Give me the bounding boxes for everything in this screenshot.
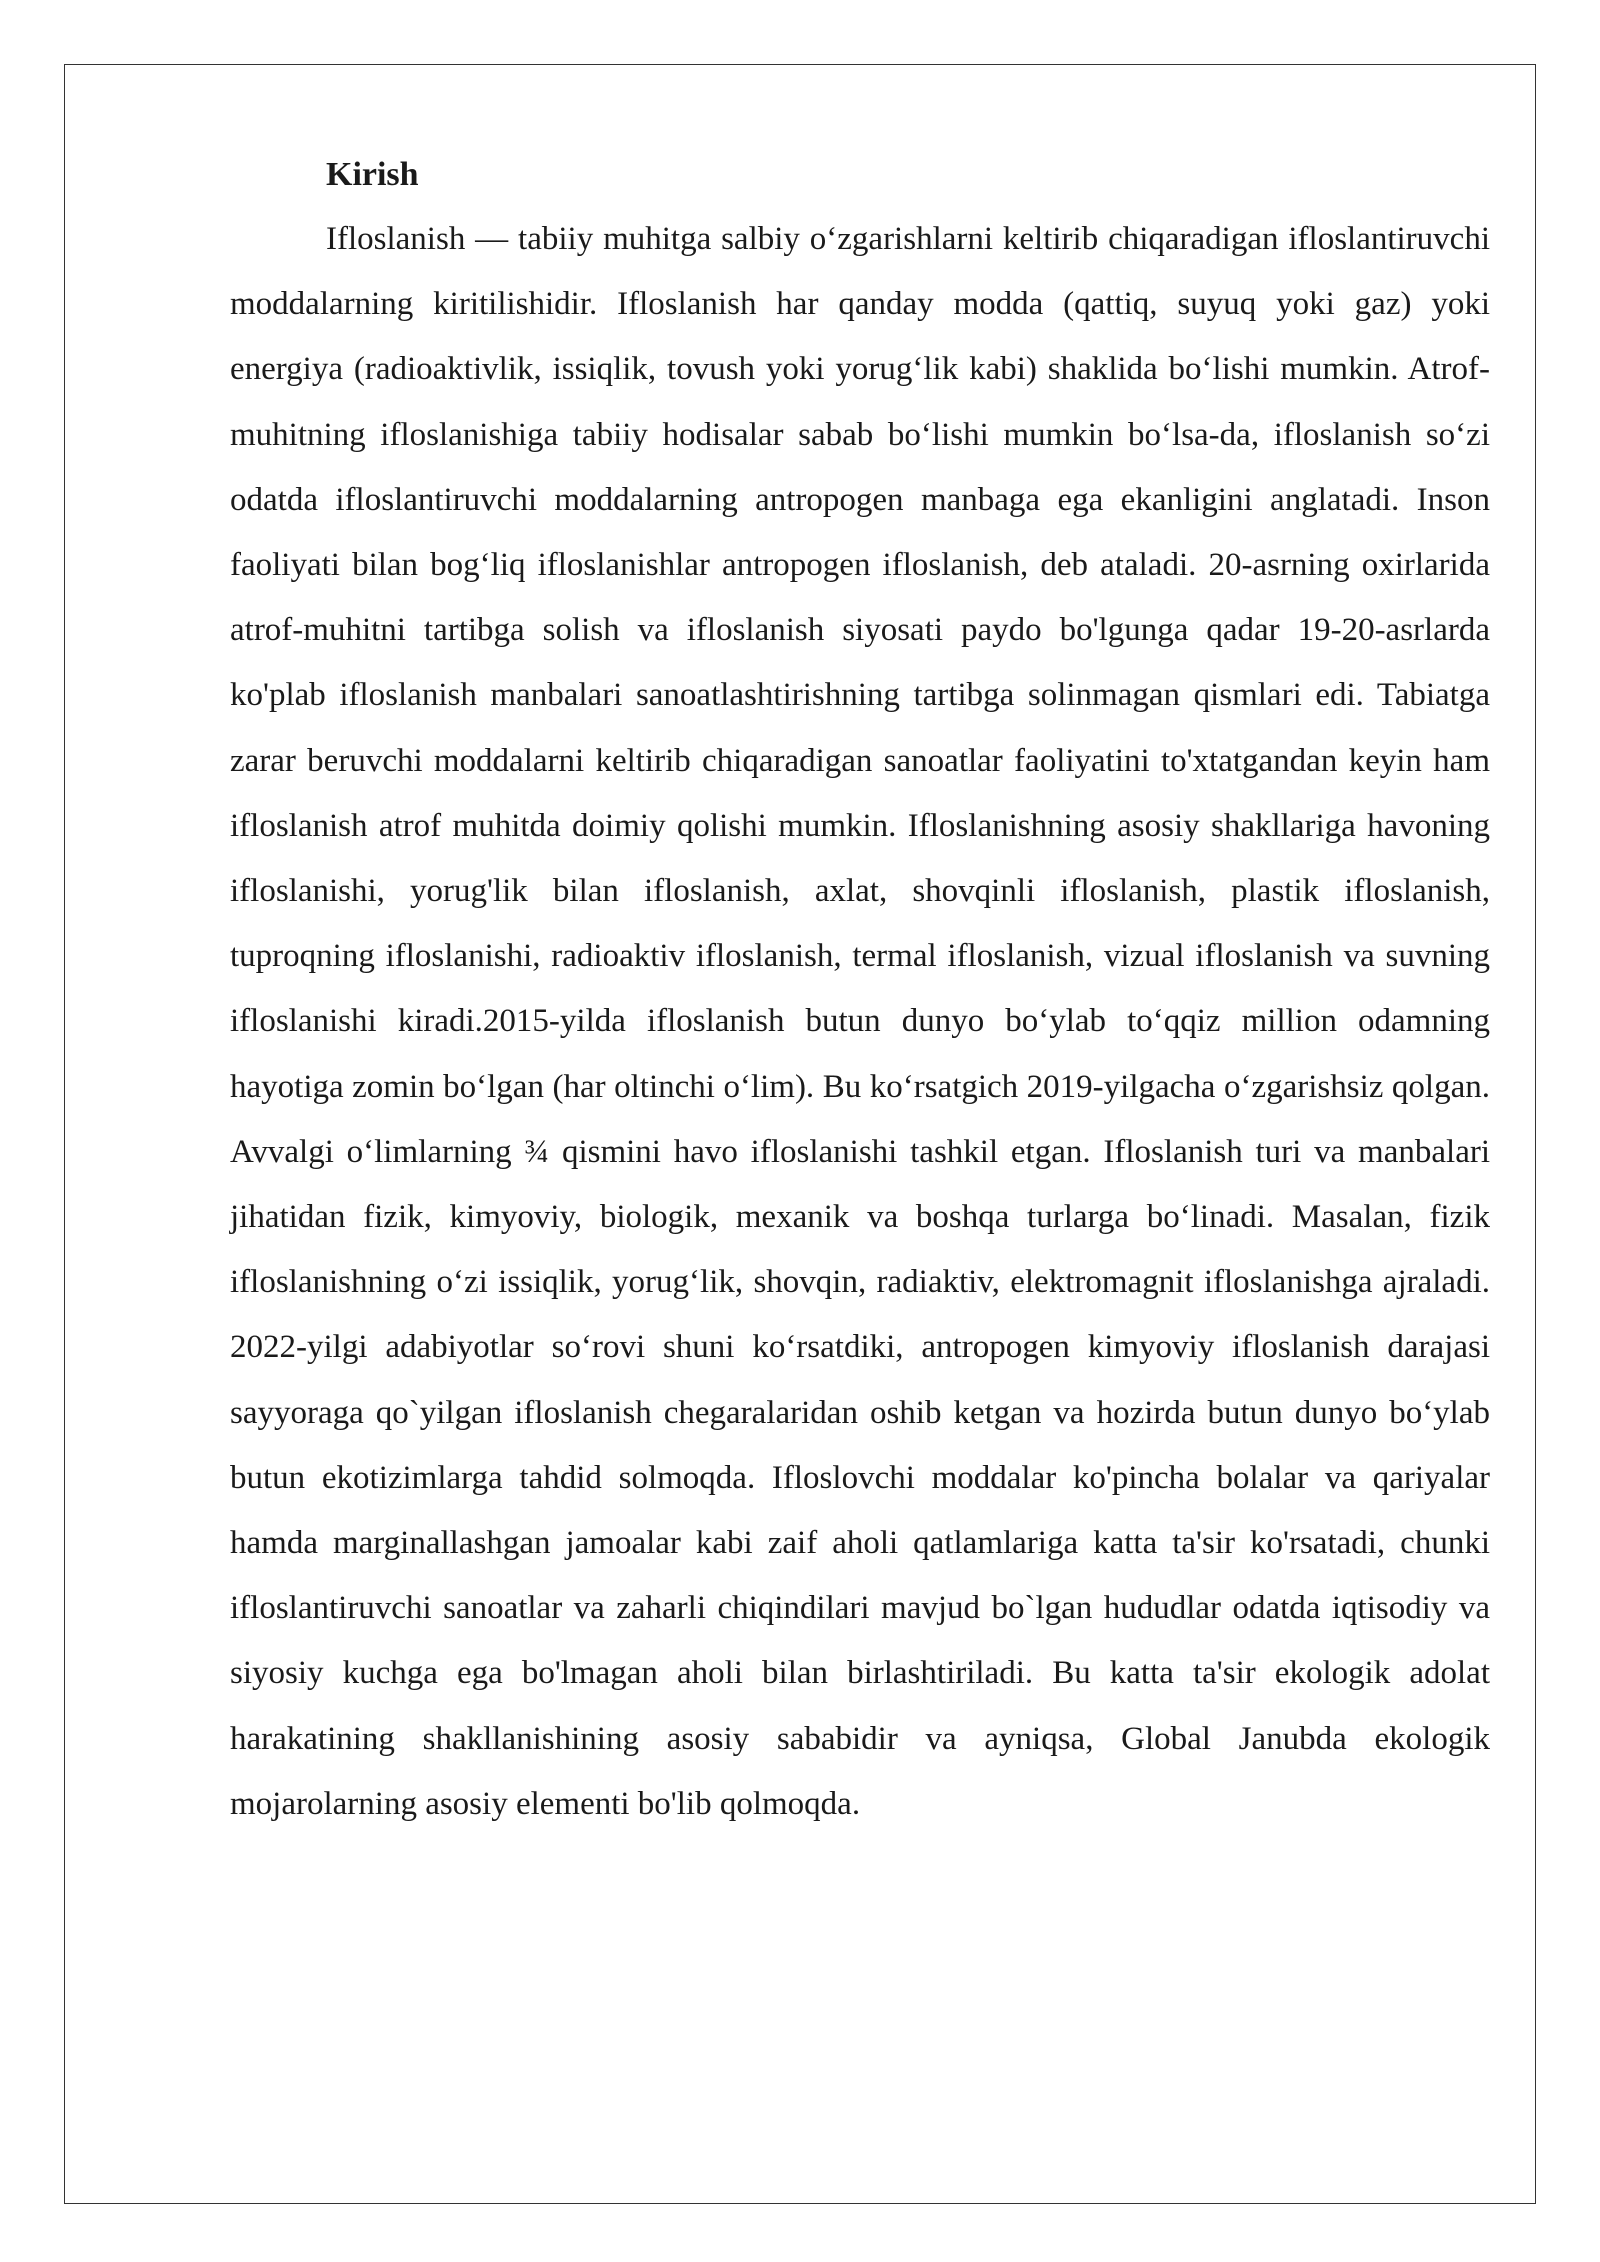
body-paragraph: Ifloslanish — tabiiy muhitga salbiy oʻzgarishlarni keltirib chiqaradigan ifloslantiruvchi moddalarning kiritilishidir. Ifloslanish har qanday modda (qattiq, suyuq yoki gaz) yoki energiya (radioaktivlik, issiqlik, tovush yoki yorugʻlik kabi) shaklida boʻlishi mumkin. Atrof-muhitning ifloslanishiga tabiiy hodisalar sabab boʻlishi mumkin boʻlsa-da, ifloslanish soʻzi odatda ifloslantiruvchi moddalarning antropogen manbaga ega ekanligini anglatadi. Inson faoliyati bilan bogʻliq ifloslanishlar antropogen ifloslanish, deb ataladi. 20-asrning oxirlarida atrof-muhitni tartibga solish va ifloslanish siyosati paydo bo'lgunga qadar 19-20-asrlarda ko'plab ifloslanish manbalari sanoatlashtirishning tartibga solinmagan qismlari edi. Tabiatga zarar beruvchi moddalarni keltirib chiqaradigan sanoatlar faoliyatini to'xtatgandan keyin ham ifloslanish atrof muhitda doimiy qolishi mumkin. Ifloslanishning asosiy shakllariga havoning ifloslanishi, yorug'lik bilan ifloslanish, axlat, shovqinli ifloslanish, plastik ifloslanish, tuproqning ifloslanishi, radioaktiv ifloslanish, termal ifloslanish, vizual ifloslanish va suvning ifloslanishi kiradi.2015-yilda ifloslanish butun dunyo boʻylab toʻqqiz million odamning hayotiga zomin boʻlgan (har oltinchi oʻlim). Bu koʻrsatgich 2019-yilgacha oʻzgarishsiz qolgan. Avvalgi oʻlimlarning ¾ qismini havo ifloslanishi tashkil etgan. Ifloslanish turi va manbalari jihatidan fizik, kimyoviy, biologik, mexanik va boshqa turlarga boʻlinadi. Masalan, fizik ifloslanishning oʻzi issiqlik, yorugʻlik, shovqin, radiaktiv, elektromagnit ifloslanishga ajraladi. 2022-yilgi adabiyotlar soʻrovi shuni koʻrsatdiki, antropogen kimyoviy ifloslanish darajasi sayyoraga qo`yilgan ifloslanish chegaralaridan oshib ketgan va hozirda butun dunyo boʻylab butun ekotizimlarga tahdid solmoqda. Ifloslovchi moddalar ko'pincha bolalar va qariyalar hamda marginallashgan jamoalar kabi zaif aholi qatlamlariga katta ta'sir ko'rsatadi, chunki ifloslantiruvchi sanoatlar va zaharli chiqindilari mavjud bo`lgan hududlar odatda iqtisodiy va siyosiy kuchga ega bo'lmagan aholi bilan birlashtiriladi. Bu katta ta'sir ekologik adolat harakatining shakllanishining asosiy sababidir va ayniqsa, Global Janubda ekologik mojarolarning asosiy elementi bo'lib qolmoqda. [230,221,1490,1822]
section-heading: Kirish [326,156,419,193]
document-content [230,142,1490,1837]
